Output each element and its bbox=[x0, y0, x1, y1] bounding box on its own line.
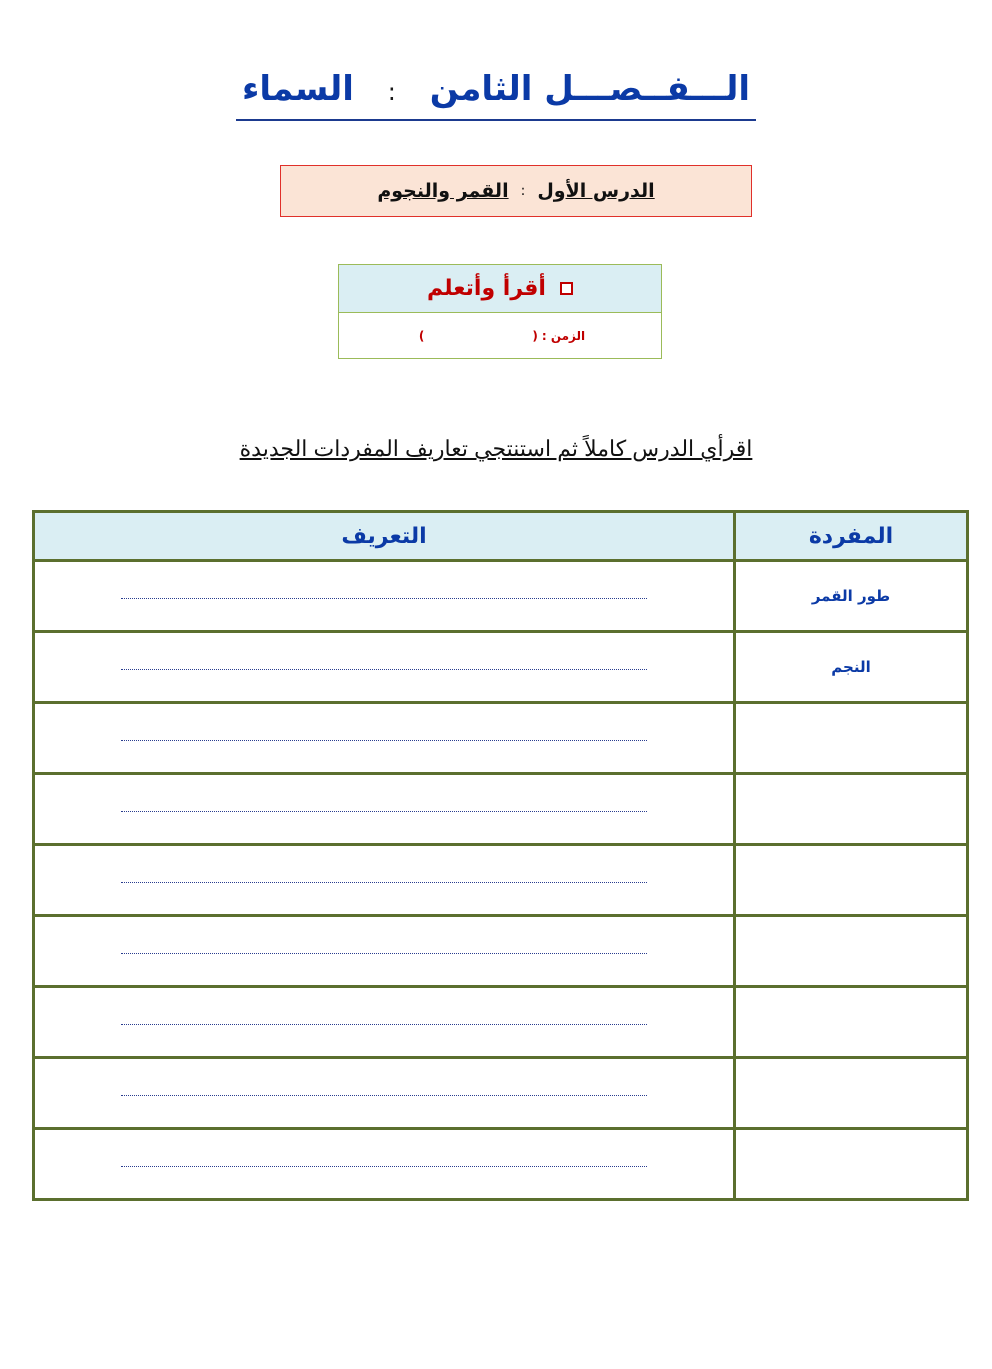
word-cell bbox=[735, 1058, 968, 1129]
definition-cell[interactable] bbox=[34, 987, 735, 1058]
word-cell: النجم bbox=[735, 632, 968, 703]
lesson-topic: القمر والنجوم bbox=[377, 180, 509, 202]
table-body bbox=[34, 561, 968, 1200]
table-row bbox=[34, 1129, 968, 1200]
word-cell bbox=[735, 916, 968, 987]
chapter-topic: السماء bbox=[241, 69, 354, 109]
instruction-sentence: اقرأي الدرس كاملاً ثم استنتجي تعاريف المفردات الجديدة bbox=[239, 436, 753, 461]
definition-cell[interactable] bbox=[34, 1129, 735, 1200]
chapter-separator: : bbox=[387, 78, 396, 106]
table-row bbox=[34, 916, 968, 987]
checkbox-icon[interactable] bbox=[560, 282, 573, 295]
definition-cell[interactable] bbox=[34, 703, 735, 774]
header-definition: التعريف bbox=[34, 512, 735, 561]
vocabulary-table bbox=[32, 510, 969, 1201]
lesson-banner bbox=[280, 165, 752, 217]
read-and-learn-box bbox=[338, 264, 662, 359]
definition-cell[interactable] bbox=[34, 845, 735, 916]
instruction-text bbox=[0, 436, 992, 462]
table-row bbox=[34, 987, 968, 1058]
lesson-label: الدرس الأول bbox=[537, 180, 655, 202]
time-label: الزمن : bbox=[541, 329, 586, 343]
table-row bbox=[34, 1058, 968, 1129]
definition-cell[interactable] bbox=[34, 916, 735, 987]
word-cell bbox=[735, 1129, 968, 1200]
dotted-answer-line bbox=[121, 669, 647, 670]
chapter-title bbox=[0, 64, 992, 124]
chapter-heading bbox=[236, 64, 756, 121]
word-cell bbox=[735, 703, 968, 774]
dotted-answer-line bbox=[121, 1095, 647, 1096]
word-cell: طور القمر bbox=[735, 561, 968, 632]
definition-cell[interactable] bbox=[34, 561, 735, 632]
word-cell bbox=[735, 987, 968, 1058]
definition-cell[interactable] bbox=[34, 774, 735, 845]
time-open-paren: ( bbox=[532, 329, 538, 343]
dotted-answer-line bbox=[121, 953, 647, 954]
lesson-separator: : bbox=[520, 183, 526, 199]
table-row bbox=[34, 561, 968, 632]
dotted-answer-line bbox=[121, 598, 647, 599]
definition-cell[interactable] bbox=[34, 1058, 735, 1129]
time-row bbox=[339, 313, 661, 359]
table-header-row bbox=[34, 512, 968, 561]
table-row bbox=[34, 632, 968, 703]
word-cell bbox=[735, 774, 968, 845]
dotted-answer-line bbox=[121, 1024, 647, 1025]
table-row bbox=[34, 774, 968, 845]
time-close-paren: ) bbox=[418, 329, 425, 343]
dotted-answer-line bbox=[121, 1166, 647, 1167]
read-and-learn-title: أقرأ وأتعلم bbox=[427, 276, 546, 301]
table-row bbox=[34, 845, 968, 916]
table-row bbox=[34, 703, 968, 774]
read-and-learn-header bbox=[339, 265, 661, 313]
dotted-answer-line bbox=[121, 882, 647, 883]
dotted-answer-line bbox=[121, 740, 647, 741]
chapter-label: الـــفــصـــل الثامن bbox=[429, 69, 750, 109]
header-word: المفردة bbox=[735, 512, 968, 561]
word-cell bbox=[735, 845, 968, 916]
dotted-answer-line bbox=[121, 811, 647, 812]
definition-cell[interactable] bbox=[34, 632, 735, 703]
